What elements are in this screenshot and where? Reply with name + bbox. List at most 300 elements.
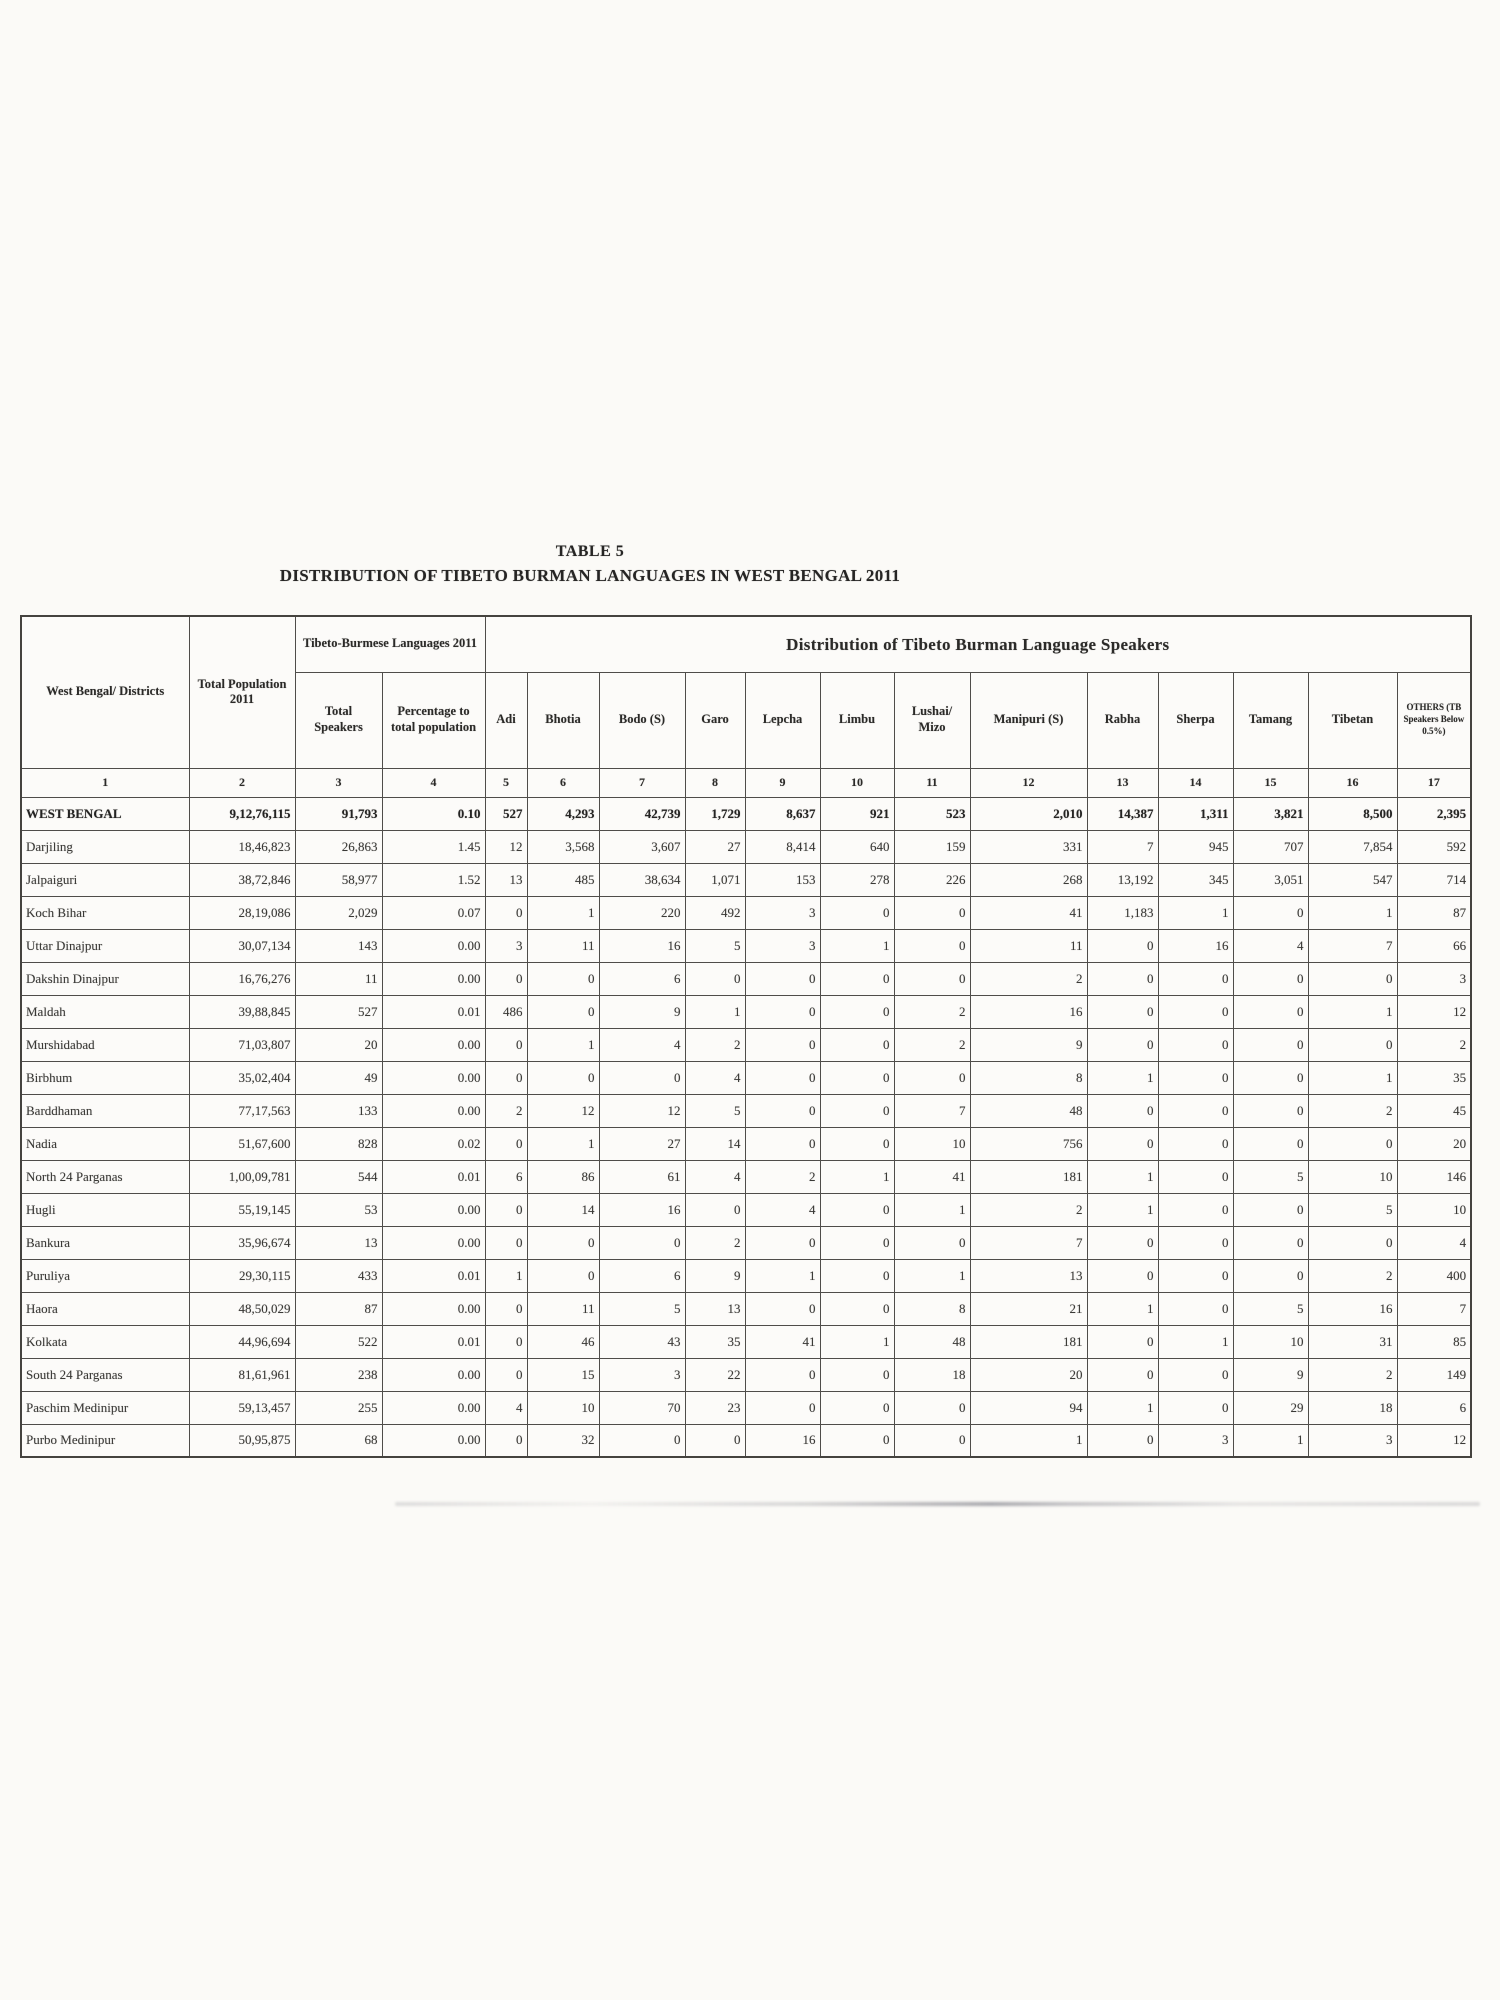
value-cell: 226 [894, 863, 970, 896]
district-cell: Kolkata [21, 1325, 189, 1358]
value-cell: 0 [1158, 1226, 1233, 1259]
value-cell: 0 [745, 1226, 820, 1259]
value-cell: 7,854 [1308, 830, 1397, 863]
column-number: 7 [599, 768, 685, 797]
value-cell: 16 [1308, 1292, 1397, 1325]
header-districts: West Bengal/ Districts [21, 616, 189, 768]
value-cell: 0 [1158, 962, 1233, 995]
value-cell: 486 [485, 995, 527, 1028]
value-cell: 2 [1308, 1358, 1397, 1391]
value-cell: 51,67,600 [189, 1127, 295, 1160]
table-number: TABLE 5 [555, 543, 625, 560]
value-cell: 0 [820, 896, 894, 929]
value-cell: 255 [295, 1391, 382, 1424]
column-number: 10 [820, 768, 894, 797]
value-cell: 61 [599, 1160, 685, 1193]
value-cell: 0 [485, 1028, 527, 1061]
value-cell: 16 [599, 929, 685, 962]
value-cell: 0 [1087, 1127, 1158, 1160]
value-cell: 0 [1158, 1193, 1233, 1226]
value-cell: 0 [485, 1226, 527, 1259]
value-cell: 15 [527, 1358, 599, 1391]
column-number: 8 [685, 768, 745, 797]
table-row [21, 1193, 1471, 1226]
value-cell: 1 [527, 1127, 599, 1160]
district-cell: Uttar Dinajpur [21, 929, 189, 962]
value-cell: 4,293 [527, 797, 599, 830]
value-cell: 86 [527, 1160, 599, 1193]
table-row [21, 1325, 1471, 1358]
value-cell: 433 [295, 1259, 382, 1292]
value-cell: 87 [295, 1292, 382, 1325]
value-cell: 0 [485, 1424, 527, 1457]
value-cell: 3 [1397, 962, 1471, 995]
value-cell: 0 [1308, 962, 1397, 995]
value-cell: 29 [1233, 1391, 1308, 1424]
value-cell: 87 [1397, 896, 1471, 929]
value-cell: 146 [1397, 1160, 1471, 1193]
value-cell: 0 [685, 1424, 745, 1457]
value-cell: 10 [1397, 1193, 1471, 1226]
value-cell: 0 [820, 1226, 894, 1259]
column-number: 4 [382, 768, 485, 797]
table-title-block [20, 543, 1160, 586]
header-total-speakers: Total Speakers [295, 672, 382, 768]
value-cell: 11 [527, 929, 599, 962]
value-cell: 1 [820, 929, 894, 962]
value-cell: 0 [1233, 1127, 1308, 1160]
value-cell: 0 [1233, 896, 1308, 929]
value-cell: 1 [970, 1424, 1087, 1457]
value-cell: 0.00 [382, 929, 485, 962]
value-cell: 0 [1233, 1259, 1308, 1292]
value-cell: 0 [820, 1127, 894, 1160]
value-cell: 66 [1397, 929, 1471, 962]
column-number: 17 [1397, 768, 1471, 797]
header-lang-bodo: Bodo (S) [599, 672, 685, 768]
value-cell: 345 [1158, 863, 1233, 896]
value-cell: 70 [599, 1391, 685, 1424]
value-cell: 278 [820, 863, 894, 896]
value-cell: 7 [1087, 830, 1158, 863]
value-cell: 48 [894, 1325, 970, 1358]
value-cell: 46 [527, 1325, 599, 1358]
value-cell: 0 [1233, 962, 1308, 995]
value-cell: 0 [820, 1292, 894, 1325]
column-number: 11 [894, 768, 970, 797]
value-cell: 5 [1233, 1160, 1308, 1193]
value-cell: 0 [485, 1127, 527, 1160]
value-cell: 18 [1308, 1391, 1397, 1424]
value-cell: 1 [527, 1028, 599, 1061]
value-cell: 945 [1158, 830, 1233, 863]
value-cell: 48,50,029 [189, 1292, 295, 1325]
value-cell: 23 [685, 1391, 745, 1424]
value-cell: 3 [1158, 1424, 1233, 1457]
value-cell: 0 [820, 1028, 894, 1061]
district-cell: North 24 Parganas [21, 1160, 189, 1193]
value-cell: 5 [1233, 1292, 1308, 1325]
value-cell: 1 [1087, 1292, 1158, 1325]
value-cell: 0 [745, 1391, 820, 1424]
value-cell: 2 [745, 1160, 820, 1193]
value-cell: 238 [295, 1358, 382, 1391]
value-cell: 0.01 [382, 1160, 485, 1193]
value-cell: 707 [1233, 830, 1308, 863]
header-population: Total Population 2011 [189, 616, 295, 768]
value-cell: 1 [745, 1259, 820, 1292]
value-cell: 45 [1397, 1094, 1471, 1127]
value-cell: 268 [970, 863, 1087, 896]
value-cell: 13 [295, 1226, 382, 1259]
value-cell: 828 [295, 1127, 382, 1160]
value-cell: 94 [970, 1391, 1087, 1424]
value-cell: 0 [745, 1292, 820, 1325]
column-number: 2 [189, 768, 295, 797]
value-cell: 0.00 [382, 1226, 485, 1259]
value-cell: 38,72,846 [189, 863, 295, 896]
value-cell: 18,46,823 [189, 830, 295, 863]
value-cell: 0.00 [382, 1424, 485, 1457]
value-cell: 0.01 [382, 1325, 485, 1358]
value-cell: 0 [745, 1061, 820, 1094]
column-number-row [21, 768, 1471, 797]
value-cell: 0 [1087, 1028, 1158, 1061]
value-cell: 0 [820, 1061, 894, 1094]
value-cell: 592 [1397, 830, 1471, 863]
value-cell: 10 [1233, 1325, 1308, 1358]
value-cell: 0 [1158, 1094, 1233, 1127]
value-cell: 4 [685, 1160, 745, 1193]
district-cell: Murshidabad [21, 1028, 189, 1061]
value-cell: 0 [599, 1061, 685, 1094]
value-cell: 1 [1308, 896, 1397, 929]
scan-artifact [395, 1502, 1480, 1506]
value-cell: 331 [970, 830, 1087, 863]
value-cell: 35,02,404 [189, 1061, 295, 1094]
district-cell: Dakshin Dinajpur [21, 962, 189, 995]
value-cell: 0 [1087, 1358, 1158, 1391]
district-cell: Hugli [21, 1193, 189, 1226]
district-cell: WEST BENGAL [21, 797, 189, 830]
value-cell: 0 [1233, 995, 1308, 1028]
district-cell: Jalpaiguri [21, 863, 189, 896]
value-cell: 0 [1158, 1391, 1233, 1424]
column-number: 1 [21, 768, 189, 797]
district-cell: South 24 Parganas [21, 1358, 189, 1391]
table-row [21, 863, 1471, 896]
value-cell: 0 [820, 1259, 894, 1292]
value-cell: 9,12,76,115 [189, 797, 295, 830]
value-cell: 3 [745, 896, 820, 929]
value-cell: 85 [1397, 1325, 1471, 1358]
value-cell: 20 [295, 1028, 382, 1061]
value-cell: 0 [820, 1358, 894, 1391]
value-cell: 1 [894, 1259, 970, 1292]
table-row [21, 1028, 1471, 1061]
value-cell: 0 [820, 1391, 894, 1424]
value-cell: 12 [485, 830, 527, 863]
value-cell: 0.07 [382, 896, 485, 929]
value-cell: 1.52 [382, 863, 485, 896]
value-cell: 2 [1397, 1028, 1471, 1061]
header-lang-bhotia: Bhotia [527, 672, 599, 768]
table-row [21, 1292, 1471, 1325]
value-cell: 527 [295, 995, 382, 1028]
value-cell: 1 [485, 1259, 527, 1292]
value-cell: 0 [894, 1061, 970, 1094]
district-cell: Nadia [21, 1127, 189, 1160]
value-cell: 0 [745, 1127, 820, 1160]
value-cell: 0 [1087, 995, 1158, 1028]
value-cell: 7 [1397, 1292, 1471, 1325]
value-cell: 1.45 [382, 830, 485, 863]
table-row [21, 929, 1471, 962]
value-cell: 0 [485, 1193, 527, 1226]
value-cell: 49 [295, 1061, 382, 1094]
value-cell: 0 [745, 962, 820, 995]
header-lang-adi: Adi [485, 672, 527, 768]
value-cell: 0 [820, 962, 894, 995]
value-cell: 11 [970, 929, 1087, 962]
value-cell: 8,637 [745, 797, 820, 830]
value-cell: 2,029 [295, 896, 382, 929]
value-cell: 10 [894, 1127, 970, 1160]
header-lang-rabha: Rabha [1087, 672, 1158, 768]
value-cell: 0 [1158, 1292, 1233, 1325]
value-cell: 32 [527, 1424, 599, 1457]
value-cell: 159 [894, 830, 970, 863]
value-cell: 0 [820, 1193, 894, 1226]
header-lang-lepcha: Lepcha [745, 672, 820, 768]
value-cell: 0 [527, 962, 599, 995]
value-cell: 0 [745, 995, 820, 1028]
value-cell: 0 [894, 1391, 970, 1424]
value-cell: 0 [1308, 1127, 1397, 1160]
value-cell: 0.01 [382, 995, 485, 1028]
header-lang-garo: Garo [685, 672, 745, 768]
value-cell: 3,051 [1233, 863, 1308, 896]
value-cell: 527 [485, 797, 527, 830]
table-row [21, 1259, 1471, 1292]
value-cell: 2 [1308, 1259, 1397, 1292]
value-cell: 1 [1308, 1061, 1397, 1094]
value-cell: 0 [1087, 1259, 1158, 1292]
value-cell: 4 [685, 1061, 745, 1094]
value-cell: 1 [1087, 1061, 1158, 1094]
value-cell: 58,977 [295, 863, 382, 896]
value-cell: 3 [485, 929, 527, 962]
value-cell: 0 [685, 962, 745, 995]
page-title: DISTRIBUTION OF TIBETO BURMAN LANGUAGES IN WEST BENGAL 2011 [279, 566, 901, 585]
header-lang-lushai-mizo: Lushai/ Mizo [894, 672, 970, 768]
district-cell: Bankura [21, 1226, 189, 1259]
value-cell: 153 [745, 863, 820, 896]
value-cell: 2,010 [970, 797, 1087, 830]
value-cell: 0 [1158, 1028, 1233, 1061]
value-cell: 13 [685, 1292, 745, 1325]
value-cell: 5 [1308, 1193, 1397, 1226]
value-cell: 1 [527, 896, 599, 929]
header-lang-limbu: Limbu [820, 672, 894, 768]
value-cell: 10 [1308, 1160, 1397, 1193]
value-cell: 4 [1233, 929, 1308, 962]
value-cell: 1 [1087, 1193, 1158, 1226]
value-cell: 0 [894, 962, 970, 995]
value-cell: 0.00 [382, 1391, 485, 1424]
value-cell: 55,19,145 [189, 1193, 295, 1226]
header-group-tibeto-burmese: Tibeto-Burmese Languages 2011 [295, 616, 485, 672]
value-cell: 0 [1233, 1226, 1308, 1259]
value-cell: 0 [745, 1094, 820, 1127]
value-cell: 7 [894, 1094, 970, 1127]
header-lang-sherpa: Sherpa [1158, 672, 1233, 768]
district-cell: Haora [21, 1292, 189, 1325]
distribution-table [20, 615, 1472, 1458]
value-cell: 6 [1397, 1391, 1471, 1424]
value-cell: 143 [295, 929, 382, 962]
value-cell: 5 [685, 929, 745, 962]
value-cell: 522 [295, 1325, 382, 1358]
value-cell: 0.10 [382, 797, 485, 830]
value-cell: 0 [527, 1259, 599, 1292]
table-row [21, 1424, 1471, 1457]
value-cell: 31 [1308, 1325, 1397, 1358]
value-cell: 0.00 [382, 1358, 485, 1391]
value-cell: 1,729 [685, 797, 745, 830]
value-cell: 0 [894, 896, 970, 929]
value-cell: 0.00 [382, 962, 485, 995]
value-cell: 14 [685, 1127, 745, 1160]
value-cell: 2 [1308, 1094, 1397, 1127]
value-cell: 27 [685, 830, 745, 863]
district-cell: Purbo Medinipur [21, 1424, 189, 1457]
value-cell: 0 [1233, 1028, 1308, 1061]
value-cell: 0 [820, 1424, 894, 1457]
district-cell: Birbhum [21, 1061, 189, 1094]
value-cell: 0 [485, 1358, 527, 1391]
value-cell: 35 [1397, 1061, 1471, 1094]
value-cell: 16,76,276 [189, 962, 295, 995]
value-cell: 5 [599, 1292, 685, 1325]
value-cell: 22 [685, 1358, 745, 1391]
value-cell: 0 [745, 1358, 820, 1391]
header-percentage: Percentage to total population [382, 672, 485, 768]
value-cell: 20 [970, 1358, 1087, 1391]
value-cell: 53 [295, 1193, 382, 1226]
value-cell: 1,071 [685, 863, 745, 896]
value-cell: 756 [970, 1127, 1087, 1160]
value-cell: 523 [894, 797, 970, 830]
header-group-distribution: Distribution of Tibeto Burman Language Speakers [485, 616, 1471, 672]
value-cell: 10 [527, 1391, 599, 1424]
table-row [21, 1391, 1471, 1424]
value-cell: 0 [527, 1061, 599, 1094]
value-cell: 38,634 [599, 863, 685, 896]
value-cell: 1,00,09,781 [189, 1160, 295, 1193]
value-cell: 0 [1233, 1061, 1308, 1094]
value-cell: 12 [1397, 995, 1471, 1028]
value-cell: 714 [1397, 863, 1471, 896]
value-cell: 0 [820, 1094, 894, 1127]
value-cell: 9 [685, 1259, 745, 1292]
value-cell: 11 [295, 962, 382, 995]
value-cell: 9 [1233, 1358, 1308, 1391]
value-cell: 11 [527, 1292, 599, 1325]
column-number: 3 [295, 768, 382, 797]
value-cell: 921 [820, 797, 894, 830]
value-cell: 42,739 [599, 797, 685, 830]
value-cell: 0 [1158, 995, 1233, 1028]
column-number: 14 [1158, 768, 1233, 797]
value-cell: 0 [485, 896, 527, 929]
district-cell: Darjiling [21, 830, 189, 863]
value-cell: 0 [745, 1028, 820, 1061]
value-cell: 0 [485, 1325, 527, 1358]
value-cell: 3,568 [527, 830, 599, 863]
value-cell: 3 [1308, 1424, 1397, 1457]
value-cell: 0 [1087, 1424, 1158, 1457]
value-cell: 0.01 [382, 1259, 485, 1292]
district-cell: Barddhaman [21, 1094, 189, 1127]
value-cell: 27 [599, 1127, 685, 1160]
value-cell: 1,311 [1158, 797, 1233, 830]
value-cell: 2 [685, 1226, 745, 1259]
value-cell: 12 [1397, 1424, 1471, 1457]
value-cell: 16 [1158, 929, 1233, 962]
value-cell: 2 [970, 962, 1087, 995]
value-cell: 0 [1158, 1358, 1233, 1391]
value-cell: 7 [970, 1226, 1087, 1259]
value-cell: 4 [745, 1193, 820, 1226]
value-cell: 20 [1397, 1127, 1471, 1160]
value-cell: 1 [1233, 1424, 1308, 1457]
district-cell: Paschim Medinipur [21, 1391, 189, 1424]
value-cell: 0 [894, 1226, 970, 1259]
value-cell: 492 [685, 896, 745, 929]
column-number: 9 [745, 768, 820, 797]
value-cell: 8,414 [745, 830, 820, 863]
value-cell: 9 [970, 1028, 1087, 1061]
value-cell: 2 [894, 1028, 970, 1061]
value-cell: 3,821 [1233, 797, 1308, 830]
header-lang-manipuri: Manipuri (S) [970, 672, 1087, 768]
value-cell: 0 [820, 995, 894, 1028]
value-cell: 0 [1308, 1028, 1397, 1061]
table-row [21, 896, 1471, 929]
value-cell: 181 [970, 1325, 1087, 1358]
value-cell: 0 [1087, 1325, 1158, 1358]
value-cell: 1 [820, 1325, 894, 1358]
value-cell: 2 [894, 995, 970, 1028]
value-cell: 21 [970, 1292, 1087, 1325]
value-cell: 0 [685, 1193, 745, 1226]
value-cell: 29,30,115 [189, 1259, 295, 1292]
value-cell: 0 [1233, 1094, 1308, 1127]
value-cell: 0 [1308, 1226, 1397, 1259]
value-cell: 35,96,674 [189, 1226, 295, 1259]
value-cell: 2,395 [1397, 797, 1471, 830]
value-cell: 0 [527, 1226, 599, 1259]
value-cell: 35 [685, 1325, 745, 1358]
value-cell: 2 [685, 1028, 745, 1061]
value-cell: 16 [745, 1424, 820, 1457]
value-cell: 14,387 [1087, 797, 1158, 830]
value-cell: 1 [685, 995, 745, 1028]
value-cell: 4 [599, 1028, 685, 1061]
value-cell: 6 [599, 962, 685, 995]
value-cell: 181 [970, 1160, 1087, 1193]
